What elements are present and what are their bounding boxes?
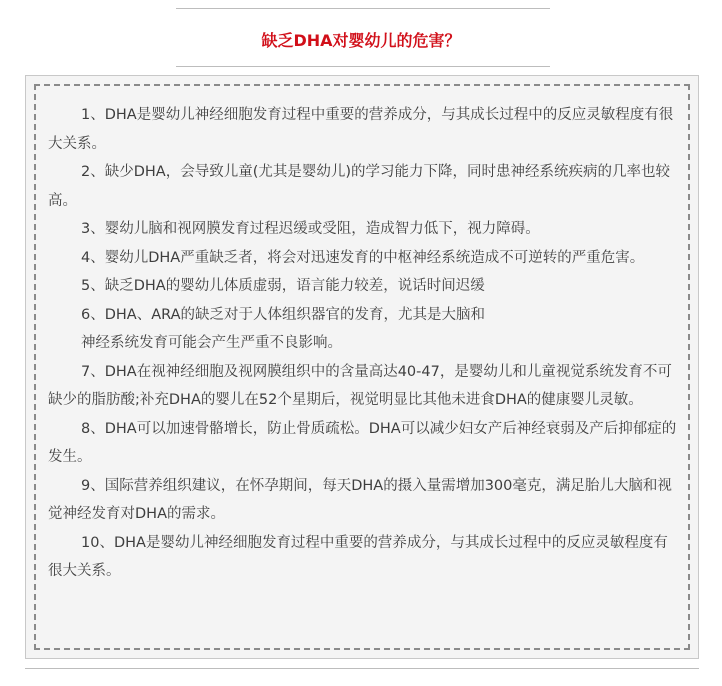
list-item: 1、DHA是婴幼儿神经细胞发育过程中重要的营养成分，与其成长过程中的反应灵敏程度有很大关系。 (48, 107, 674, 152)
list-item: 10、DHA是婴幼儿神经细胞发育过程中重要的营养成分，与其成长过程中的反应灵敏程度有很大关系。 (48, 534, 668, 579)
list-item: 2、缺少DHA，会导致儿童(尤其是婴幼儿)的学习能力下降，同时患神经系统疾病的几率也较高。 (48, 164, 671, 209)
list-item: 5、缺乏DHA的婴幼儿体质虚弱，语言能力较差，说话时间迟缓 (81, 278, 485, 294)
list-item: 3、婴幼儿脑和视网膜发育过程迟缓或受阻，造成智力低下，视力障碍。 (81, 221, 540, 237)
list-item: 4、婴幼儿DHA严重缺乏者，将会对迅速发育的中枢神经系统造成不可逆转的严重危害。 (81, 249, 645, 266)
list-item: 8、DHA可以加速骨骼增长，防止骨质疏松。DHA可以减少妇女产后神经衰弱及产后抑郁症的发生。 (48, 420, 677, 465)
list-item: 9、国际营养组织建议，在怀孕期间，每天DHA的摄入量需增加300毫克，满足胎儿大脑和视觉神经发育对DHA的需求。 (48, 477, 672, 522)
content-list (48, 101, 680, 586)
title-divider (176, 66, 550, 67)
list-item: 7、DHA在视神经细胞及视网膜组织中的含量高达40-47，是婴幼儿和儿童视觉系统发育不可缺少的脂肪酸;补充DHA的婴儿在52个星期后，视觉明显比其他未进食DHA的健康婴儿灵敏。 (48, 363, 672, 408)
list-item-continuation: 神经系统发育可能会产生严重不良影响。 (81, 335, 342, 351)
article-title: 缺乏DHA对婴幼儿的危害？ (261, 31, 461, 50)
top-divider (176, 8, 550, 9)
bottom-divider (25, 668, 699, 669)
list-item: 6、DHA、ARA的缺乏对于人体组织器官的发育，尤其是大脑和 (81, 306, 486, 323)
